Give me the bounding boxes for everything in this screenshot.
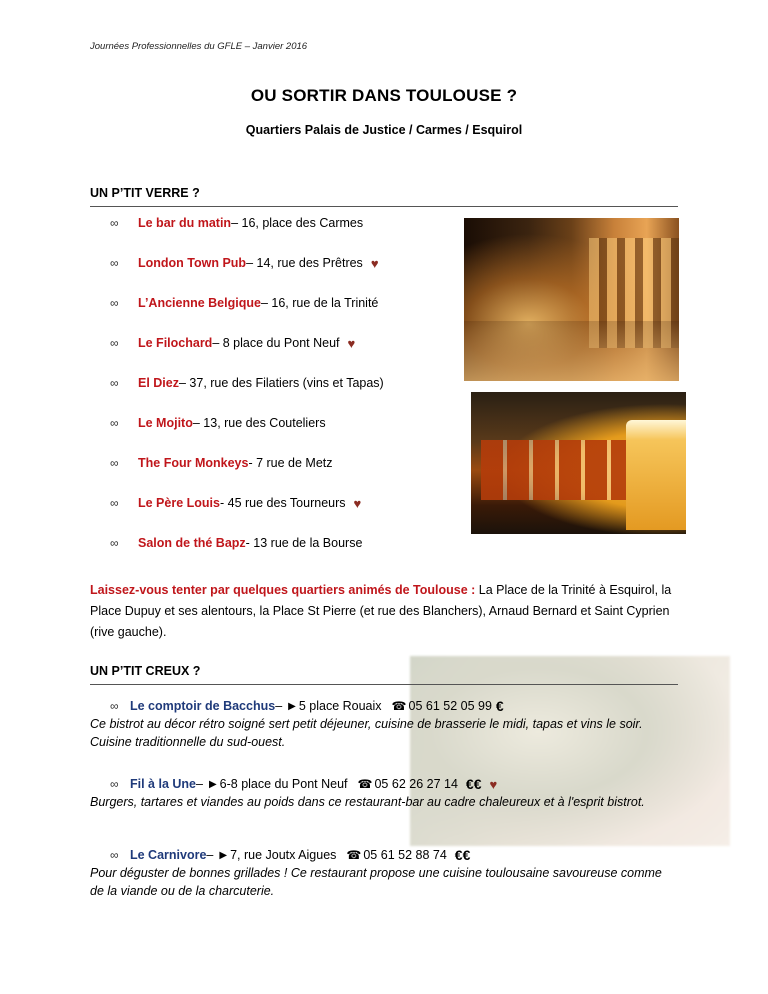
price-level: €€ bbox=[465, 776, 482, 792]
section-heading-drinks: UN P’TIT VERRE ? bbox=[90, 186, 200, 200]
restaurant-entry bbox=[90, 775, 680, 811]
bar-address: – 13, rue des Couteliers bbox=[192, 416, 326, 430]
list-item bbox=[110, 456, 384, 496]
restaurant-address: 6-8 place du Pont Neuf bbox=[219, 777, 348, 791]
beer-mugs-photo bbox=[471, 392, 686, 534]
bullet-icon: ∞ bbox=[110, 296, 119, 310]
restaurant-entry bbox=[90, 697, 680, 751]
bar-address: - 13 rue de la Bourse bbox=[245, 536, 363, 550]
bullet-icon: ∞ bbox=[110, 848, 119, 862]
bar-address: – 37, rue des Filatiers (vins et Tapas) bbox=[179, 376, 384, 390]
separator: – bbox=[206, 848, 214, 862]
list-item bbox=[110, 536, 384, 576]
phone-icon: ☎ bbox=[357, 777, 373, 791]
bullet-icon: ∞ bbox=[110, 376, 119, 390]
phone-icon: ☎ bbox=[391, 699, 407, 713]
bar-list bbox=[110, 216, 384, 576]
separator: – bbox=[275, 699, 283, 713]
restaurant-line bbox=[110, 846, 680, 864]
list-item bbox=[110, 416, 384, 456]
list-item bbox=[110, 216, 384, 256]
restaurant-description: Pour déguster de bonnes grillades ! Ce restaurant propose une cuisine toulousaine savoureuse comme de la viande ou de la charcuterie. bbox=[90, 866, 662, 898]
beer-glass bbox=[626, 420, 686, 530]
bar-name: Le Filochard bbox=[138, 336, 213, 350]
bullet-icon: ∞ bbox=[110, 216, 119, 230]
bar-name: El Diez bbox=[138, 376, 179, 390]
bar-name: Le Mojito bbox=[138, 416, 193, 430]
section-heading-food: UN P’TIT CREUX ? bbox=[90, 664, 201, 678]
restaurant-address: 7, rue Joutx Aigues bbox=[230, 848, 337, 862]
bullet-icon: ∞ bbox=[110, 336, 119, 350]
section-divider bbox=[90, 684, 678, 685]
heart-icon: ♥ bbox=[353, 496, 362, 511]
arrow-icon: ▶ bbox=[208, 778, 217, 790]
heart-icon: ♥ bbox=[347, 336, 356, 351]
bullet-icon: ∞ bbox=[110, 416, 119, 430]
restaurant-phone: 05 61 52 88 74 bbox=[363, 848, 447, 862]
bar-name: Salon de thé Bapz bbox=[138, 536, 246, 550]
restaurant-description: Ce bistrot au décor rétro soigné sert petit déjeuner, cuisine de brasserie le midi, tapas et vins le soir. Cuisine traditionnelle du sud-ouest. bbox=[90, 717, 643, 749]
page-header: Journées Professionnelles du GFLE – Janvier 2016 bbox=[90, 41, 308, 52]
restaurant-name: Fil à la Une bbox=[130, 777, 196, 791]
restaurant-description: Burgers, tartares et viandes au poids dans ce restaurant-bar au cadre chaleureux et à l'esprit bistrot. bbox=[90, 795, 645, 809]
bar-name: The Four Monkeys bbox=[138, 456, 249, 470]
list-item bbox=[110, 496, 384, 536]
bar-name: L’Ancienne Belgique bbox=[138, 296, 261, 310]
phone-icon: ☎ bbox=[346, 848, 362, 862]
restaurant-phone: 05 62 26 27 14 bbox=[374, 777, 458, 791]
list-item bbox=[110, 336, 384, 376]
restaurant-phone: 05 61 52 05 99 bbox=[408, 699, 492, 713]
list-item bbox=[110, 376, 384, 416]
restaurant-address: 5 place Rouaix bbox=[298, 699, 382, 713]
bullet-icon: ∞ bbox=[110, 456, 119, 470]
bar-address: – 16, rue de la Trinité bbox=[260, 296, 379, 310]
bar-address: – 8 place du Pont Neuf bbox=[212, 336, 340, 350]
bullet-icon: ∞ bbox=[110, 256, 119, 270]
bullet-icon: ∞ bbox=[110, 777, 119, 791]
bar-address: - 45 rue des Tourneurs bbox=[219, 496, 346, 510]
restaurant-line bbox=[110, 775, 680, 793]
bullet-icon: ∞ bbox=[110, 699, 119, 713]
bar-address: - 7 rue de Metz bbox=[248, 456, 333, 470]
price-level: € bbox=[495, 698, 504, 714]
heart-icon: ♥ bbox=[489, 776, 498, 792]
bullet-icon: ∞ bbox=[110, 536, 119, 550]
bullet-icon: ∞ bbox=[110, 496, 119, 510]
restaurant-name: Le comptoir de Bacchus bbox=[130, 699, 276, 713]
section-divider bbox=[90, 206, 678, 207]
price-level: €€ bbox=[454, 847, 471, 863]
terrace-night-photo bbox=[464, 218, 679, 381]
paragraph-text: La Place de la Trinité à Esquirol, la Place Dupuy et ses alentours, la Place St Pierre (et rue des Blanchers), Arnaud Bernard et Saint Cyprien (rive gauche). bbox=[90, 583, 672, 639]
page-title: OU SORTIR DANS TOULOUSE ? bbox=[250, 86, 518, 105]
bar-name: Le bar du matin bbox=[138, 216, 232, 230]
bar-name: London Town Pub bbox=[138, 256, 247, 270]
paragraph-lead: Laissez-vous tenter par quelques quartiers animés de Toulouse : bbox=[90, 583, 476, 597]
page-subtitle: Quartiers Palais de Justice / Carmes / Esquirol bbox=[245, 123, 523, 137]
list-item bbox=[110, 256, 384, 296]
arrow-icon: ▶ bbox=[219, 849, 228, 861]
terrace-floor bbox=[464, 321, 679, 381]
restaurant-name: Le Carnivore bbox=[130, 848, 207, 862]
neighbourhoods-paragraph bbox=[90, 580, 680, 643]
bar-address: – 14, rue des Prêtres bbox=[246, 256, 363, 270]
beer-mugs bbox=[481, 440, 631, 500]
separator: – bbox=[196, 777, 203, 791]
heart-icon: ♥ bbox=[370, 256, 379, 271]
list-item bbox=[110, 296, 384, 336]
restaurant-entry bbox=[90, 846, 680, 900]
bar-address: – 16, place des Carmes bbox=[231, 216, 364, 230]
restaurant-line bbox=[110, 697, 680, 715]
bar-name: Le Père Louis bbox=[138, 496, 220, 510]
arrow-icon: ▶ bbox=[288, 700, 296, 712]
